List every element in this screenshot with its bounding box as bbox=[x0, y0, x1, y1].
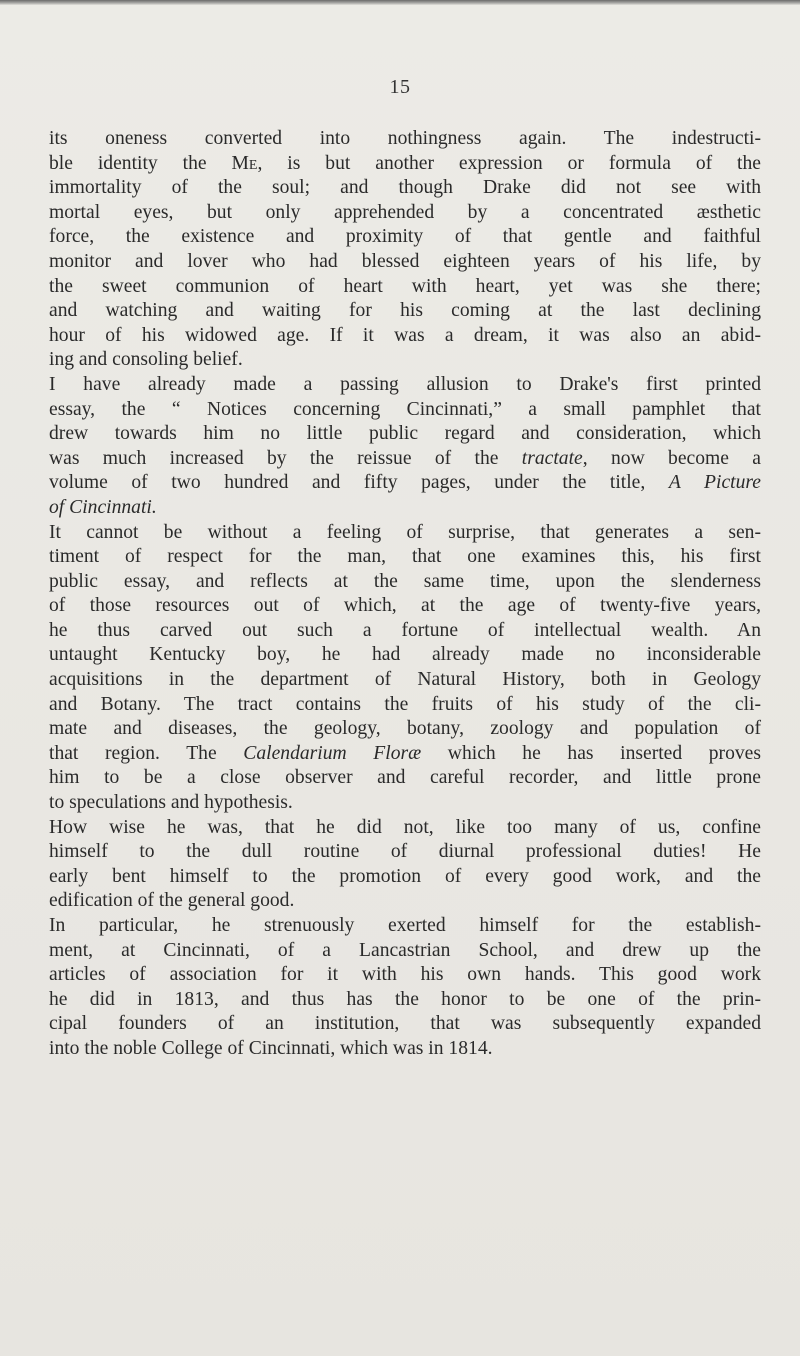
italic-text: A Picture bbox=[668, 472, 761, 494]
text-line bbox=[49, 521, 761, 546]
text-line bbox=[49, 963, 761, 988]
text-segment: mate and diseases, the geology, botany, zoology and population of bbox=[49, 718, 761, 740]
text-line bbox=[49, 201, 761, 226]
text-segment: force, the existence and proximity of that gentle and faithful bbox=[49, 226, 761, 248]
text-segment: How wise he was, that he did not, like too many of us, confine bbox=[49, 816, 761, 838]
text-line bbox=[49, 939, 761, 964]
text-segment: ing and consoling belief. bbox=[49, 349, 243, 371]
text-line bbox=[49, 373, 761, 398]
text-segment: himself to the dull routine of diurnal professional duties! He bbox=[49, 841, 761, 863]
text-line bbox=[49, 840, 761, 865]
text-line bbox=[49, 816, 761, 841]
text-segment: , now become a bbox=[582, 447, 761, 469]
text-segment: In particular, he strenuously exerted himself for the establish- bbox=[49, 915, 761, 936]
text-segment: volume of two hundred and fifty pages, under the title, bbox=[49, 472, 669, 494]
text-line bbox=[49, 398, 761, 423]
italic-text: tractate bbox=[521, 447, 583, 469]
text-segment: of those resources out of which, at the age of twenty-five years, bbox=[49, 595, 761, 617]
text-segment: the sweet communion of heart with heart, yet was she there; bbox=[49, 275, 761, 297]
text-line bbox=[49, 570, 761, 595]
text-line bbox=[49, 594, 761, 619]
text-segment: public essay, and reflects at the same time, upon the slenderness bbox=[49, 570, 761, 592]
page-top-edge bbox=[0, 0, 800, 5]
text-line bbox=[49, 914, 761, 939]
text-line bbox=[49, 1037, 761, 1062]
text-segment: untaught Kentucky boy, he had already made no inconsiderable bbox=[49, 644, 761, 666]
text-line bbox=[49, 766, 761, 791]
text-segment: It cannot be without a feeling of surprise, that generates a sen- bbox=[49, 521, 761, 543]
text-segment: mortal eyes, but only apprehended by a concentrated æsthetic bbox=[49, 201, 761, 223]
text-segment: acquisitions in the department of Natural History, both in Geology bbox=[49, 669, 761, 691]
text-line bbox=[49, 299, 761, 324]
text-segment: he did in 1813, and thus has the honor to be one of the prin- bbox=[49, 988, 761, 1010]
text-segment: was much increased by the reissue of the bbox=[49, 447, 522, 469]
italic-text: Calendarium Floræ bbox=[243, 742, 422, 764]
text-line bbox=[49, 447, 761, 472]
text-line bbox=[49, 668, 761, 693]
page-number: 15 bbox=[389, 76, 411, 98]
text-line bbox=[49, 742, 761, 767]
text-segment: and watching and waiting for his coming at the last declining bbox=[49, 300, 761, 322]
text-segment: , is but another expression or formula of the bbox=[257, 152, 761, 174]
text-line bbox=[49, 693, 761, 718]
text-segment: ble identity the bbox=[49, 152, 232, 174]
text-line bbox=[49, 250, 761, 275]
text-line bbox=[49, 791, 761, 816]
text-segment: essay, the “ Notices concerning Cincinnati,” a small pamphlet that bbox=[49, 398, 761, 420]
text-segment: drew towards him no little public regard and consideration, which bbox=[49, 423, 761, 445]
text-segment: and Botany. The tract contains the fruits of his study of the cli- bbox=[49, 693, 761, 715]
text-line bbox=[49, 324, 761, 349]
text-line bbox=[49, 275, 761, 300]
text-segment: him to be a close observer and careful recorder, and little prone bbox=[49, 767, 761, 789]
text-segment: into the noble College of Cincinnati, which was in 1814. bbox=[49, 1037, 493, 1059]
text-line bbox=[49, 717, 761, 742]
text-segment: timent of respect for the man, that one examines this, his first bbox=[49, 546, 761, 568]
text-line bbox=[49, 988, 761, 1013]
text-line bbox=[49, 496, 761, 521]
text-segment: its oneness converted into nothingness again. The indestructi- bbox=[49, 128, 761, 149]
text-segment: immortality of the soul; and though Drake did not see with bbox=[49, 177, 761, 199]
text-line bbox=[49, 545, 761, 570]
text-segment: early bent himself to the promotion of every good work, and the bbox=[49, 865, 761, 887]
text-line bbox=[49, 471, 761, 496]
text-line bbox=[49, 1012, 761, 1037]
text-line bbox=[49, 643, 761, 668]
text-segment: to speculations and hypothesis. bbox=[49, 792, 293, 814]
text-segment: ment, at Cincinnati, of a Lancastrian School, and drew up the bbox=[49, 939, 761, 961]
text-segment: I have already made a passing allusion to Drake's first printed bbox=[49, 373, 761, 395]
text-line bbox=[49, 619, 761, 644]
text-line bbox=[49, 176, 761, 201]
text-segment: that region. The bbox=[49, 742, 244, 764]
text-line bbox=[49, 348, 761, 373]
text-line bbox=[49, 225, 761, 250]
italic-text: of Cincinnati. bbox=[49, 496, 157, 518]
text-line bbox=[49, 152, 761, 177]
body-text bbox=[49, 127, 761, 1062]
text-line bbox=[49, 889, 761, 914]
text-segment: articles of association for it with his own hands. This good work bbox=[49, 964, 761, 986]
text-line bbox=[49, 127, 761, 152]
text-segment: hour of his widowed age. If it was a dream, it was also an abid- bbox=[49, 324, 761, 346]
text-segment: which he has inserted proves bbox=[421, 742, 761, 764]
text-segment: monitor and lover who had blessed eighteen years of his life, by bbox=[49, 250, 761, 272]
text-line bbox=[49, 865, 761, 890]
small-caps-text: Me bbox=[231, 152, 258, 174]
text-segment: he thus carved out such a fortune of intellectual wealth. An bbox=[49, 619, 761, 641]
text-segment: cipal founders of an institution, that was subsequently expanded bbox=[49, 1013, 761, 1035]
text-segment: edification of the general good. bbox=[49, 890, 295, 912]
text-line bbox=[49, 422, 761, 447]
